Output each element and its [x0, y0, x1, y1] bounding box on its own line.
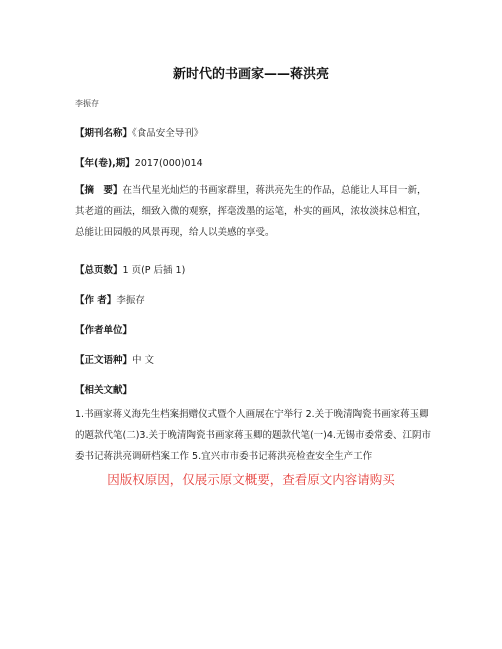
journal-label: 【期刊名称】 — [75, 128, 133, 139]
related-field — [75, 382, 132, 396]
author-byline: 李振存 — [75, 99, 99, 108]
author-value: 李振存 — [116, 295, 145, 306]
affiliation-label: 【作者单位】 — [75, 325, 133, 336]
related-literature-list: 1.书画家蒋义海先生档案捐赠仪式暨个人画展在宁举行 2.关于晚清陶瓷书画家蒋玉卿的题款代笔(二)3.关于晚清陶瓷书画家蒋玉卿的题款代笔(一)4.无锡市委常委、江阴市委书记蒋洪亮调研档案工作 5.宜兴市市委书记蒋洪亮检查安全生产工作 — [75, 409, 431, 462]
pages-value: 1 页(P 后插 1) — [122, 265, 186, 276]
abstract-field — [75, 180, 435, 243]
pages-label: 【总页数】 — [75, 265, 123, 276]
journal-value: 《食品安全导刊》 — [132, 128, 204, 139]
author-field — [75, 292, 145, 306]
year-value: 2017(000)014 — [134, 158, 203, 169]
language-label: 【正文语种】 — [75, 355, 133, 366]
language-value: 中 文 — [132, 355, 155, 366]
affiliation-field — [75, 322, 132, 336]
document-title: 新时代的书画家——蒋洪亮 — [172, 67, 329, 82]
related-label: 【相关文献】 — [75, 385, 133, 396]
abstract-value: 在当代星光灿烂的书画家群里，蒋洪亮先生的作品，总能让人耳目一新，其老道的画法，细致入微的观察，挥毫泼墨的运笔，朴实的画风，浓妆淡抹总相宜，总能让田园般的风景再现，给人以美感的享受。 — [75, 185, 427, 238]
abstract-label: 【摘 要】 — [75, 185, 123, 196]
copyright-notice[interactable]: 因版权原因，仅展示原文概要，查看原文内容请购买 — [107, 472, 395, 487]
year-field — [75, 155, 203, 169]
year-label: 【年(卷),期】 — [75, 158, 135, 169]
author-label: 【作 者】 — [75, 295, 117, 306]
journal-field — [75, 125, 203, 139]
language-field — [75, 352, 154, 366]
pages-field — [75, 262, 185, 276]
